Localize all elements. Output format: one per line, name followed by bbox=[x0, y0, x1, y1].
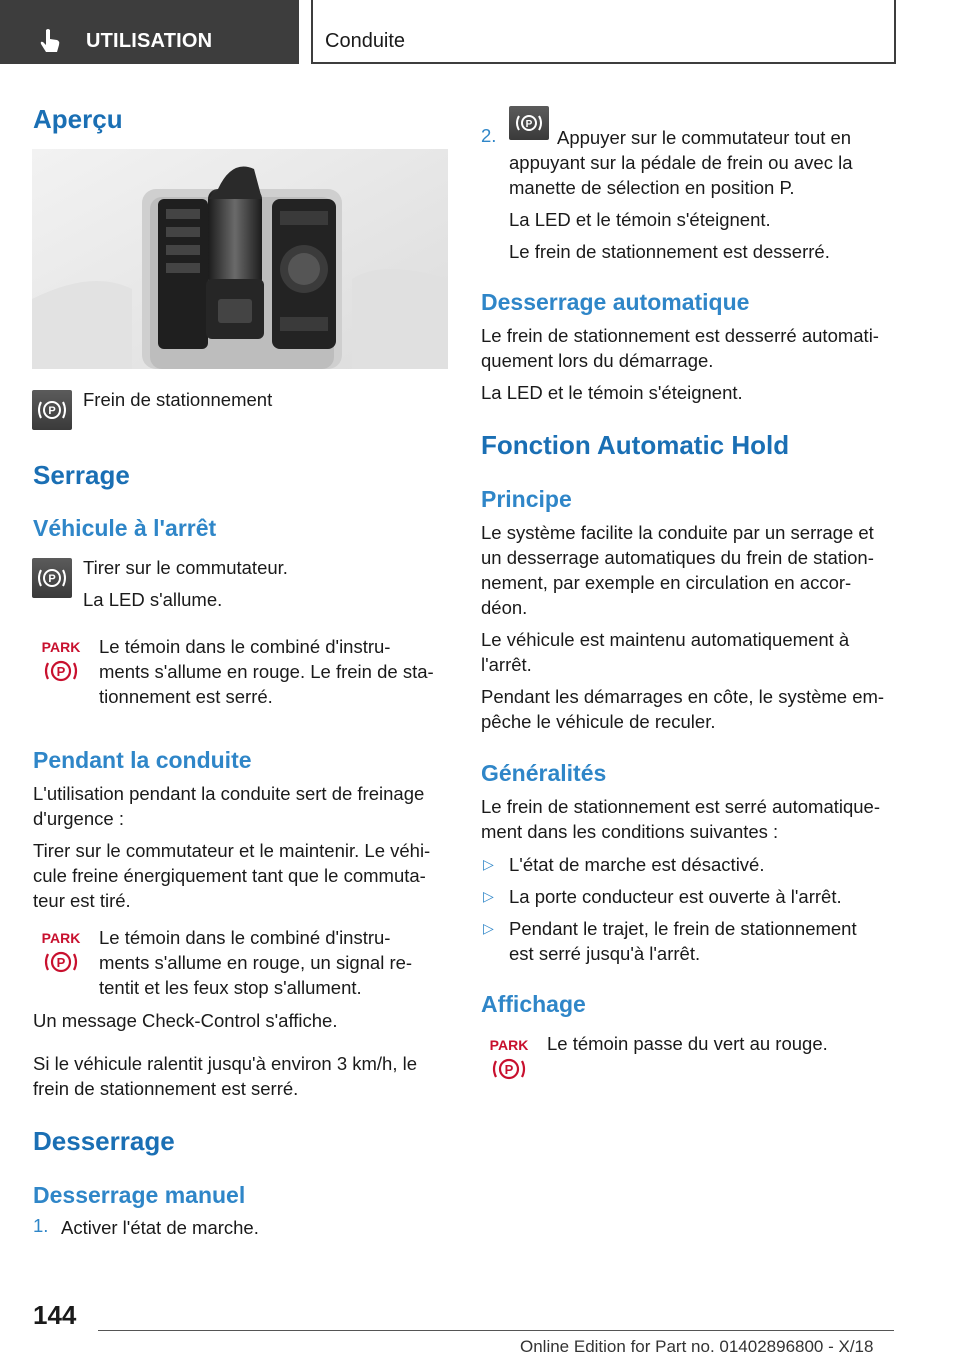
temoin1-line2: ments s'allume en rouge. Le frein de sta- bbox=[99, 661, 434, 682]
principe-line3: nement, par exemple en circulation en accor- bbox=[481, 572, 852, 593]
temoin2-line2: ments s'allume en rouge, un signal re- bbox=[99, 952, 413, 973]
bullet-arrow-icon: ▷ bbox=[483, 856, 494, 872]
principe-line2: un desserrage automatiques du frein de station- bbox=[481, 547, 874, 568]
temoin1-line3: tionnement est serré. bbox=[99, 686, 273, 707]
park-warning-icon bbox=[39, 928, 83, 978]
auto-line2: quement lors du démarrage. bbox=[481, 350, 714, 371]
svg-text:P: P bbox=[56, 955, 66, 970]
demarrage-line1: Pendant les démarrages en côte, le système em- bbox=[481, 686, 885, 707]
footer-divider bbox=[98, 1330, 894, 1331]
bullet-arrow-icon: ▷ bbox=[483, 920, 494, 936]
desserrage-manuel-heading: Desserrage manuel bbox=[33, 1182, 246, 1208]
bullet-3-cont: est serré jusqu'à l'arrêt. bbox=[509, 943, 701, 964]
step2-line2: appuyant sur la pédale de frein ou avec la bbox=[509, 152, 853, 173]
svg-text:P: P bbox=[56, 664, 66, 679]
parking-brake-icon bbox=[32, 558, 72, 598]
svg-text:P: P bbox=[48, 405, 56, 417]
parking-brake-console-photo bbox=[32, 149, 448, 369]
demarrage-line2: pêche le véhicule de reculer. bbox=[481, 711, 716, 732]
step2-number: 2. bbox=[481, 125, 497, 146]
automatic-hold-heading: Fonction Automatic Hold bbox=[481, 430, 790, 460]
park-warning-icon bbox=[39, 637, 83, 687]
step2-line1: Appuyer sur le commutateur tout en bbox=[557, 127, 852, 148]
svg-text:P: P bbox=[525, 119, 533, 130]
conduite-p2-line2: cule freine énergiquement tant que le commuta- bbox=[33, 865, 426, 886]
conduite-p1-line1: L'utilisation pendant la conduite sert de freinage bbox=[33, 783, 425, 804]
step2-line3: manette de sélection en position P. bbox=[509, 177, 795, 198]
ralentit-line2: frein de stationnement est serré. bbox=[33, 1078, 299, 1099]
tirer-text: Tirer sur le commutateur. bbox=[83, 557, 288, 578]
header-chapter-title: Conduite bbox=[325, 30, 406, 52]
temoin2-line1: Le témoin dans le combiné d'instru- bbox=[99, 927, 391, 948]
step2-frein-text: Le frein de stationnement est desserré. bbox=[509, 241, 830, 262]
park-warning-icon bbox=[487, 1035, 531, 1085]
header-section-title: UTILISATION bbox=[86, 30, 213, 52]
svg-text:PARK: PARK bbox=[489, 1037, 529, 1053]
step1-text: Activer l'état de marche. bbox=[61, 1217, 259, 1238]
generalites-line2: ment dans les conditions suivantes : bbox=[481, 821, 779, 842]
bullet-1: L'état de marche est désactivé. bbox=[509, 854, 765, 875]
footer-edition: Online Edition for Part no. 01402896800 - X/18 bbox=[520, 1337, 874, 1356]
generalites-line1: Le frein de stationnement est serré automatique- bbox=[481, 796, 881, 817]
page-number: 144 bbox=[33, 1300, 77, 1330]
vehicule-arret-heading: Véhicule à l'arrêt bbox=[33, 515, 217, 541]
conduite-heading: Pendant la conduite bbox=[33, 747, 252, 773]
desserrage-heading: Desserrage bbox=[33, 1126, 175, 1156]
generalites-heading: Généralités bbox=[481, 760, 607, 786]
desserrage-auto-heading: Desserrage automatique bbox=[481, 289, 750, 315]
affichage-heading: Affichage bbox=[481, 991, 586, 1017]
svg-text:PARK: PARK bbox=[41, 930, 81, 946]
principe-line4: déon. bbox=[481, 597, 528, 618]
parking-brake-icon bbox=[509, 106, 549, 140]
ralentit-line1: Si le véhicule ralentit jusqu'à environ 3 km/h, le bbox=[33, 1053, 418, 1074]
parking-brake-icon bbox=[32, 390, 72, 430]
hand-pointer-icon bbox=[38, 28, 62, 54]
principe-line1: Le système facilite la conduite par un serrage et bbox=[481, 522, 874, 543]
temoin2-line3: tentit et les feux stop s'allument. bbox=[99, 977, 362, 998]
apercu-caption: Frein de stationnement bbox=[83, 389, 273, 410]
conduite-p2-line3: teur est tiré. bbox=[33, 890, 131, 911]
serrage-heading: Serrage bbox=[33, 460, 130, 490]
auto-line1: Le frein de stationnement est desserré automati- bbox=[481, 325, 879, 346]
apercu-heading: Aperçu bbox=[33, 104, 123, 134]
svg-text:P: P bbox=[504, 1062, 514, 1077]
svg-text:P: P bbox=[48, 573, 56, 585]
maintenu-line1: Le véhicule est maintenu automatiquement à bbox=[481, 629, 850, 650]
led-allume-text: La LED s'allume. bbox=[83, 589, 223, 610]
bullet-2: La porte conducteur est ouverte à l'arrêt. bbox=[509, 886, 842, 907]
bullet-3: Pendant le trajet, le frein de stationnement bbox=[509, 918, 857, 939]
affichage-text: Le témoin passe du vert au rouge. bbox=[547, 1033, 828, 1054]
maintenu-line2: l'arrêt. bbox=[481, 654, 532, 675]
bullet-arrow-icon: ▷ bbox=[483, 888, 494, 904]
conduite-p1-line2: d'urgence : bbox=[33, 808, 124, 829]
conduite-p2-line1: Tirer sur le commutateur et le maintenir. Le véhi- bbox=[33, 840, 431, 861]
svg-text:PARK: PARK bbox=[41, 639, 81, 655]
principe-heading: Principe bbox=[481, 486, 572, 512]
step2-led-text: La LED et le témoin s'éteignent. bbox=[509, 209, 771, 230]
step1-number: 1. bbox=[33, 1215, 49, 1236]
temoin1-line1: Le témoin dans le combiné d'instru- bbox=[99, 636, 391, 657]
check-control-text: Un message Check-Control s'affiche. bbox=[33, 1010, 338, 1031]
auto-led-text: La LED et le témoin s'éteignent. bbox=[481, 382, 743, 403]
